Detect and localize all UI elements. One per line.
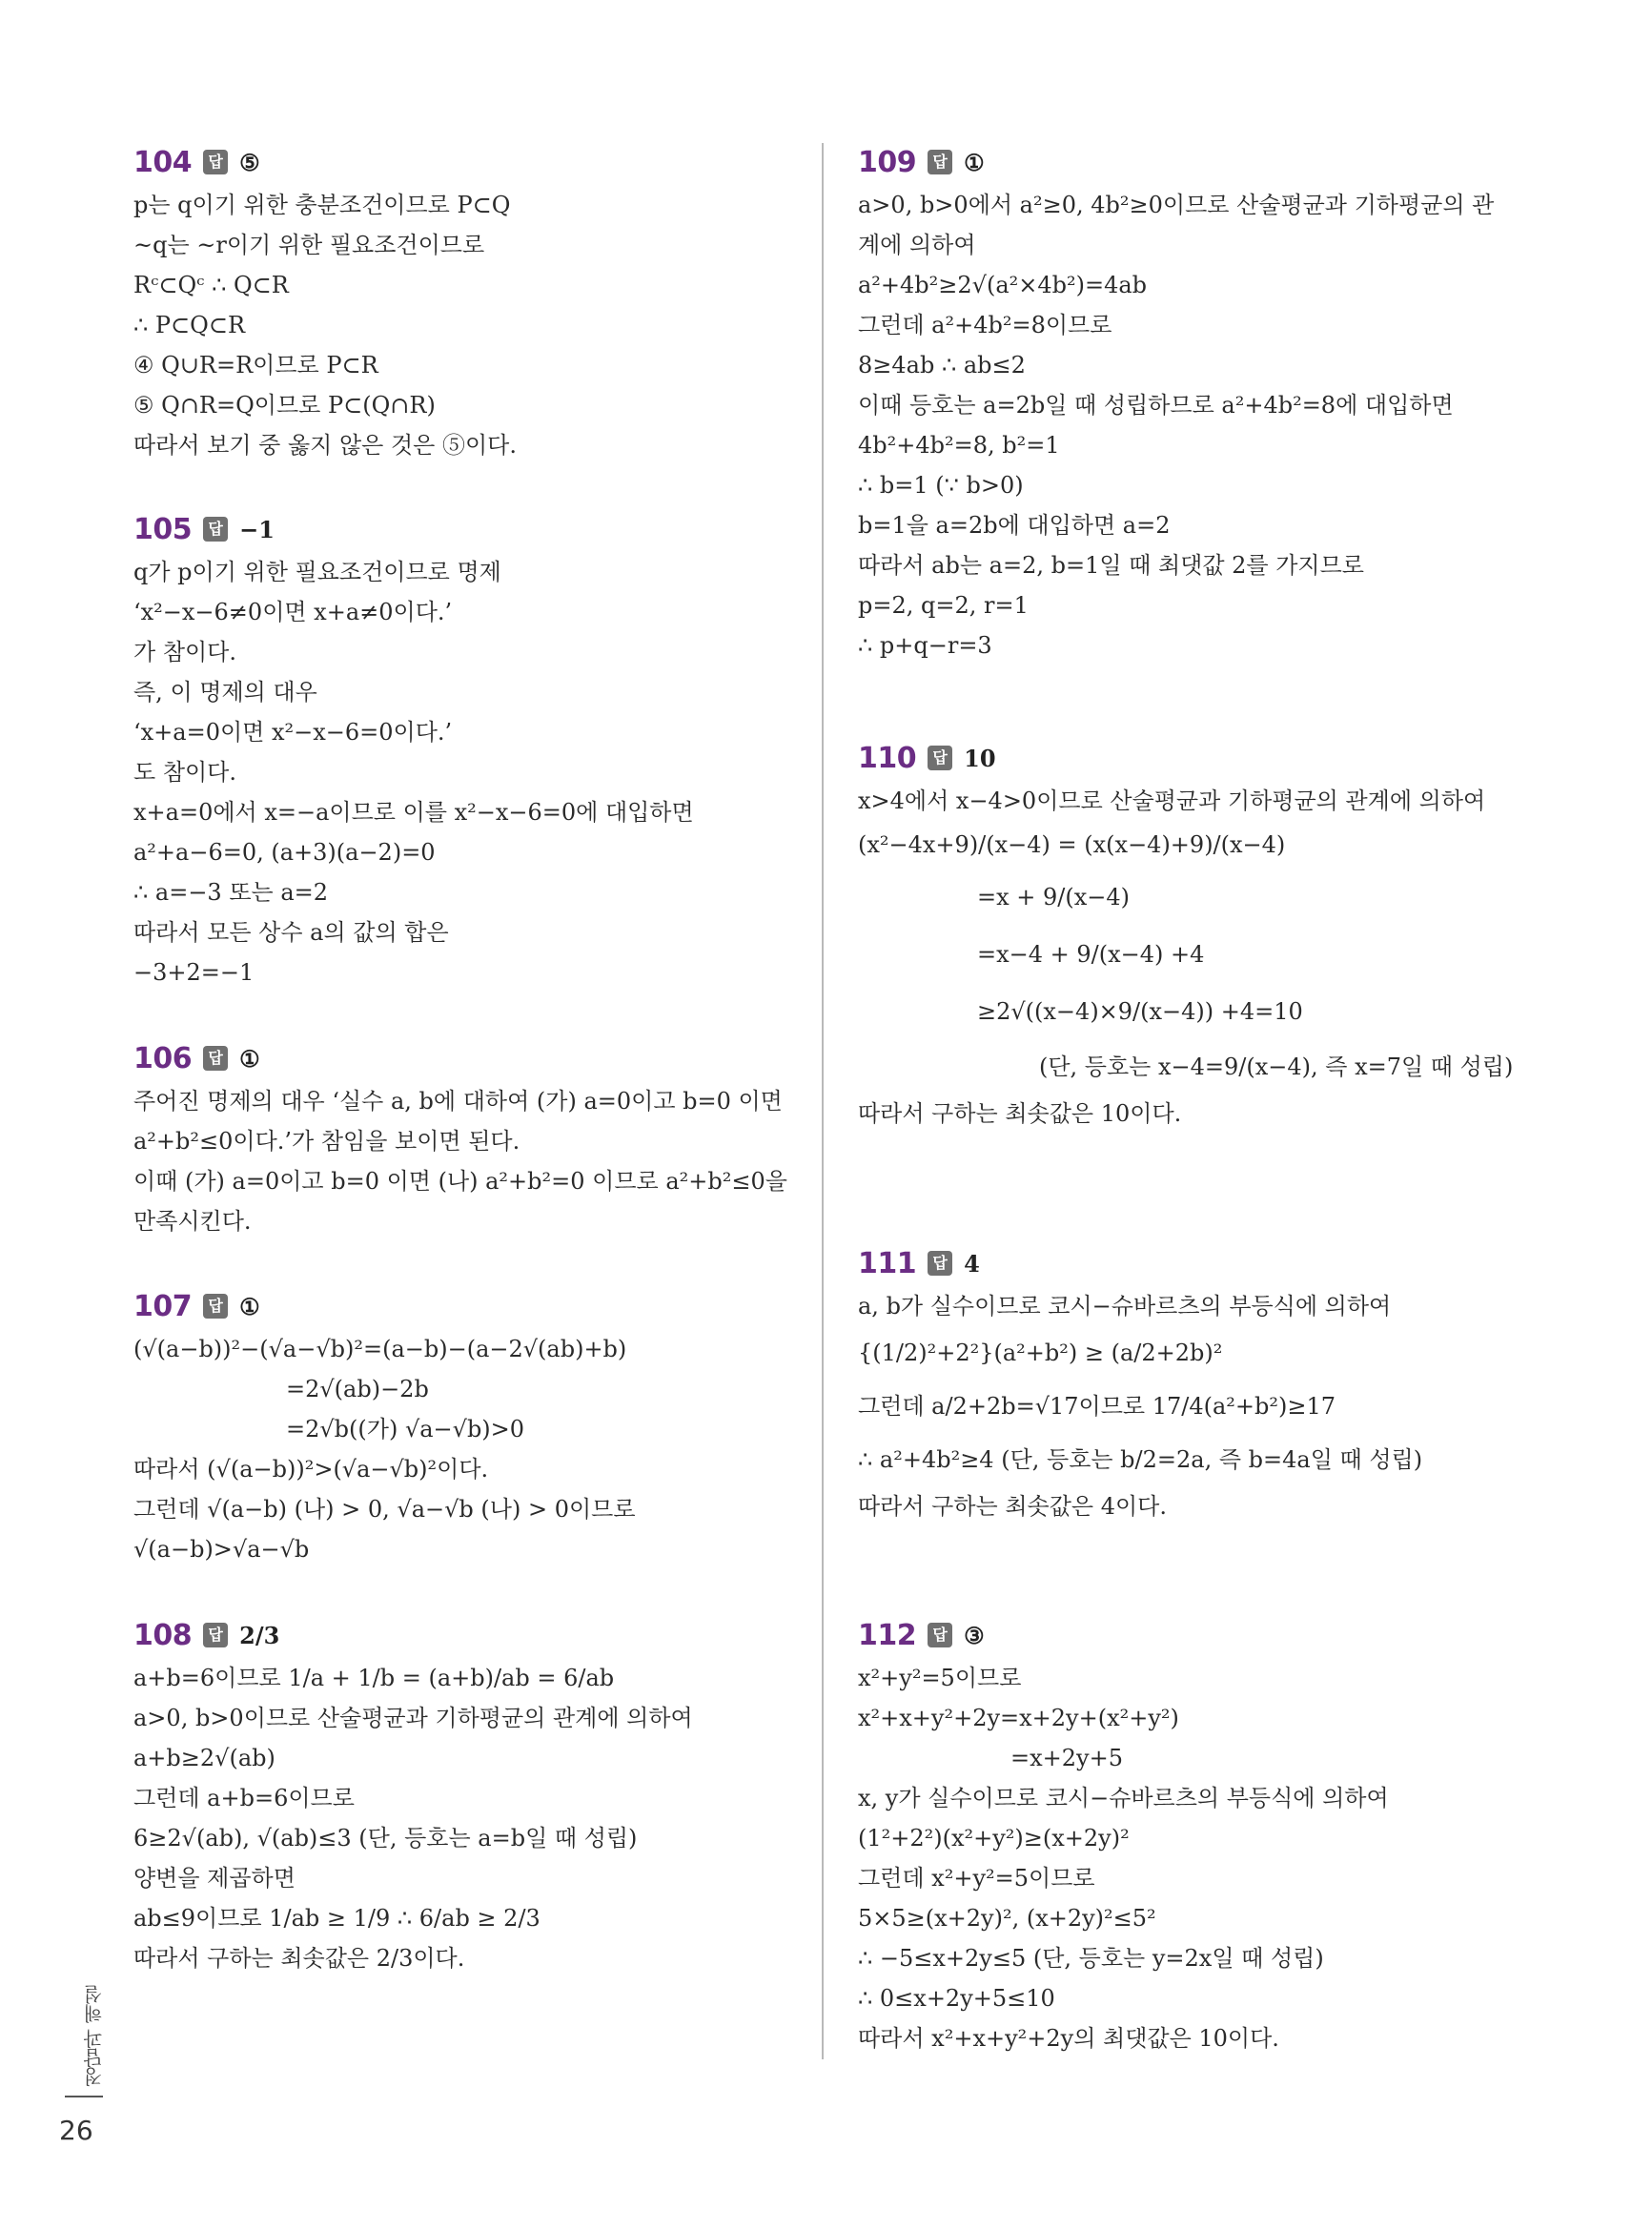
problem-number: 108 — [133, 1618, 193, 1652]
solution-line: 그런데 √(a−b) (나) > 0, √a−√b (나) > 0이므로 — [133, 1496, 636, 1523]
problem-header — [133, 510, 801, 548]
solution-line: (x²−4x+9)/(x−4) = (x(x−4)+9)/(x−4) — [858, 831, 1286, 858]
answer-badge: 답 — [928, 746, 952, 770]
problem-number: 109 — [858, 145, 917, 179]
problem-number: 106 — [133, 1041, 193, 1075]
solution-line: x>4에서 x−4>0이므로 산술평균과 기하평균의 관계에 의하여 — [858, 788, 1486, 814]
solution-line: ∴ 0≤x+2y+5≤10 — [858, 1985, 1055, 2012]
problem-number: 107 — [133, 1289, 193, 1323]
solution-line: 8≥4ab ∴ ab≤2 — [858, 352, 1026, 378]
problem-105 — [133, 510, 801, 992]
problem-108 — [133, 1616, 801, 1978]
problem-number: 104 — [133, 145, 193, 179]
answer-badge: 답 — [928, 150, 952, 174]
solution-line: a²+b²≤0이다.’가 참임을 보이면 된다. — [133, 1128, 520, 1155]
solution-line: p=2, q=2, r=1 — [858, 592, 1029, 619]
solution-line: 따라서 모든 상수 a의 값의 합은 — [133, 919, 449, 946]
answer-value: ① — [239, 1292, 260, 1320]
solution-line: =x+2y+5 — [1010, 1745, 1123, 1771]
solution-line: 이때 등호는 a=2b일 때 성립하므로 a²+4b²=8에 대입하면 — [858, 392, 1454, 419]
solution-line: x+a=0에서 x=−a이므로 이를 x²−x−6=0에 대입하면 — [133, 799, 694, 826]
solution-line: ‘x²−x−6≠0이면 x+a≠0이다.’ — [133, 599, 453, 625]
solution-line: {(1/2)²+2²}(a²+b²) ≥ (a/2+2b)² — [858, 1340, 1223, 1366]
problem-header — [858, 1616, 1525, 1654]
solution-line: ⑤ Q∩R=Q이므로 P⊂(Q∩R) — [133, 392, 436, 419]
solution-line: ∴ P⊂Q⊂R — [133, 312, 246, 338]
solution-line: (1²+2²)(x²+y²)≥(x+2y)² — [858, 1825, 1130, 1852]
solution-line: 이때 (가) a=0이고 b=0 이면 (나) a²+b²=0 이므로 a²+b²≤0을 — [133, 1168, 787, 1195]
problem-106 — [133, 1039, 801, 1241]
solution-line: 만족시킨다. — [133, 1208, 252, 1235]
solution-line: x²+x+y²+2y=x+2y+(x²+y²) — [858, 1705, 1179, 1731]
problem-header — [133, 1039, 801, 1077]
answer-badge: 답 — [928, 1251, 952, 1276]
solution-line: 따라서 ab는 a=2, b=1일 때 최댓값 2를 가지므로 — [858, 552, 1364, 579]
solution-line: 6≥2√(ab), √(ab)≤3 (단, 등호는 a=b일 때 성립) — [133, 1825, 638, 1852]
solution-line: 가 참이다. — [133, 639, 236, 665]
solution-line: ∴ a²+4b²≥4 (단, 등호는 b/2=2a, 즉 b=4a일 때 성립) — [858, 1446, 1423, 1473]
solution-line: ab≤9이므로 1/ab ≥ 1/9 ∴ 6/ab ≥ 2/3 — [133, 1905, 540, 1932]
solution-line: 따라서 x²+x+y²+2y의 최댓값은 10이다. — [858, 2025, 1279, 2052]
solution-line: a, b가 실수이므로 코시−슈바르츠의 부등식에 의하여 — [858, 1293, 1392, 1320]
solution-line: 4b²+4b²=8, b²=1 — [858, 432, 1060, 459]
solution-line: =2√(ab)−2b — [286, 1376, 429, 1402]
solution-line: 그런데 a+b=6이므로 — [133, 1785, 355, 1811]
solution-line: a+b=6이므로 1/a + 1/b = (a+b)/ab = 6/ab — [133, 1665, 615, 1691]
solution-line: =2√b((가) √a−√b)>0 — [286, 1416, 525, 1442]
answer-value: ① — [239, 1044, 260, 1073]
solution-line: ~q는 ~r이기 위한 필요조건이므로 — [133, 232, 485, 258]
problem-number: 112 — [858, 1618, 917, 1652]
solution-line: a+b≥2√(ab) — [133, 1745, 275, 1771]
solution-line: √(a−b)>√a−√b — [133, 1536, 310, 1563]
solution-line: x, y가 실수이므로 코시−슈바르츠의 부등식에 의하여 — [858, 1785, 1389, 1811]
answer-badge: 답 — [203, 150, 228, 174]
answer-value: ③ — [964, 1621, 985, 1649]
problem-number: 110 — [858, 741, 917, 775]
solution-line: 도 참이다. — [133, 759, 236, 786]
solution-line: a²+4b²≥2√(a²×4b²)=4ab — [858, 272, 1148, 298]
answer-badge: 답 — [203, 517, 228, 542]
problem-header — [858, 1244, 1525, 1282]
problem-header — [133, 1287, 801, 1325]
solution-line: 그런데 a/2+2b=√17이므로 17/4(a²+b²)≥17 — [858, 1393, 1336, 1420]
solution-line: b=1을 a=2b에 대입하면 a=2 — [858, 512, 1171, 539]
solution-line: ④ Q∪R=R이므로 P⊂R — [133, 352, 378, 378]
solution-line: ∴ a=−3 또는 a=2 — [133, 879, 329, 906]
column-divider — [822, 143, 824, 2059]
answer-value: 4 — [964, 1249, 980, 1278]
solution-line: =x + 9/(x−4) — [977, 884, 1131, 910]
problem-112 — [858, 1616, 1525, 2058]
solution-line: 따라서 구하는 최솟값은 2/3이다. — [133, 1945, 465, 1972]
answer-value: 10 — [964, 744, 996, 772]
solution-line: 따라서 구하는 최솟값은 10이다. — [858, 1100, 1182, 1127]
problem-header — [858, 739, 1525, 777]
answer-badge: 답 — [203, 1046, 228, 1071]
solution-line: 그런데 a²+4b²=8이므로 — [858, 312, 1112, 338]
solution-line: 그런데 x²+y²=5이므로 — [858, 1865, 1095, 1892]
solution-line: 즉, 이 명제의 대우 — [133, 679, 317, 706]
section-side-label: 정답과 해설 — [83, 1985, 106, 2087]
solution-line: a>0, b>0에서 a²≥0, 4b²≥0이므로 산술평균과 기하평균의 관 — [858, 192, 1495, 218]
answer-badge: 답 — [203, 1623, 228, 1647]
solution-line: 양변을 제곱하면 — [133, 1865, 296, 1892]
solution-line: −3+2=−1 — [133, 959, 255, 986]
solution-line: ‘x+a=0이면 x²−x−6=0이다.’ — [133, 719, 453, 746]
answer-badge: 답 — [203, 1294, 228, 1319]
problem-110 — [858, 739, 1525, 1134]
solution-line: ∴ p+q−r=3 — [858, 632, 992, 659]
answer-value: ① — [964, 148, 985, 176]
solution-line: 계에 의하여 — [858, 232, 976, 258]
solution-line: ∴ −5≤x+2y≤5 (단, 등호는 y=2x일 때 성립) — [858, 1945, 1324, 1972]
solution-line: p는 q이기 위한 충분조건이므로 P⊂Q — [133, 192, 511, 218]
solution-line: (단, 등호는 x−4=9/(x−4), 즉 x=7일 때 성립) — [1039, 1054, 1514, 1080]
problem-107 — [133, 1287, 801, 1569]
solution-line: 5×5≥(x+2y)², (x+2y)²≤5² — [858, 1905, 1156, 1932]
solution-line: =x−4 + 9/(x−4) +4 — [977, 941, 1205, 968]
problem-number: 105 — [133, 512, 193, 546]
solution-line: Rᶜ⊂Qᶜ ∴ Q⊂R — [133, 272, 289, 298]
problem-109 — [858, 143, 1525, 665]
footer-rule — [65, 2096, 103, 2097]
problem-header — [133, 1616, 801, 1654]
solution-line: 따라서 (√(a−b))²>(√a−√b)²이다. — [133, 1456, 489, 1483]
problem-104 — [133, 143, 801, 465]
solution-line: x²+y²=5이므로 — [858, 1665, 1022, 1691]
problem-number: 111 — [858, 1246, 917, 1280]
solution-line: a>0, b>0이므로 산술평균과 기하평균의 관계에 의하여 — [133, 1705, 693, 1731]
answer-badge: 답 — [928, 1623, 952, 1647]
answer-value: −1 — [239, 515, 275, 543]
solution-line: a²+a−6=0, (a+3)(a−2)=0 — [133, 839, 436, 866]
answer-value: ⑤ — [239, 148, 260, 176]
page-number: 26 — [59, 2115, 93, 2146]
solution-line: 따라서 보기 중 옳지 않은 것은 ⑤이다. — [133, 432, 517, 459]
problem-header — [133, 143, 801, 181]
problem-111 — [858, 1244, 1525, 1526]
solution-line: ∴ b=1 (∵ b>0) — [858, 472, 1024, 499]
problem-header — [858, 143, 1525, 181]
solution-line: 주어진 명제의 대우 ‘실수 a, b에 대하여 (가) a=0이고 b=0 이면 — [133, 1088, 783, 1115]
answer-value: 2/3 — [239, 1621, 280, 1649]
solution-line: ≥2√((x−4)×9/(x−4)) +4=10 — [977, 998, 1303, 1025]
solution-line: q가 p이기 위한 필요조건이므로 명제 — [133, 559, 501, 585]
solution-line: 따라서 구하는 최솟값은 4이다. — [858, 1493, 1167, 1520]
solution-line: (√(a−b))²−(√a−√b)²=(a−b)−(a−2√(ab)+b) — [133, 1336, 627, 1362]
